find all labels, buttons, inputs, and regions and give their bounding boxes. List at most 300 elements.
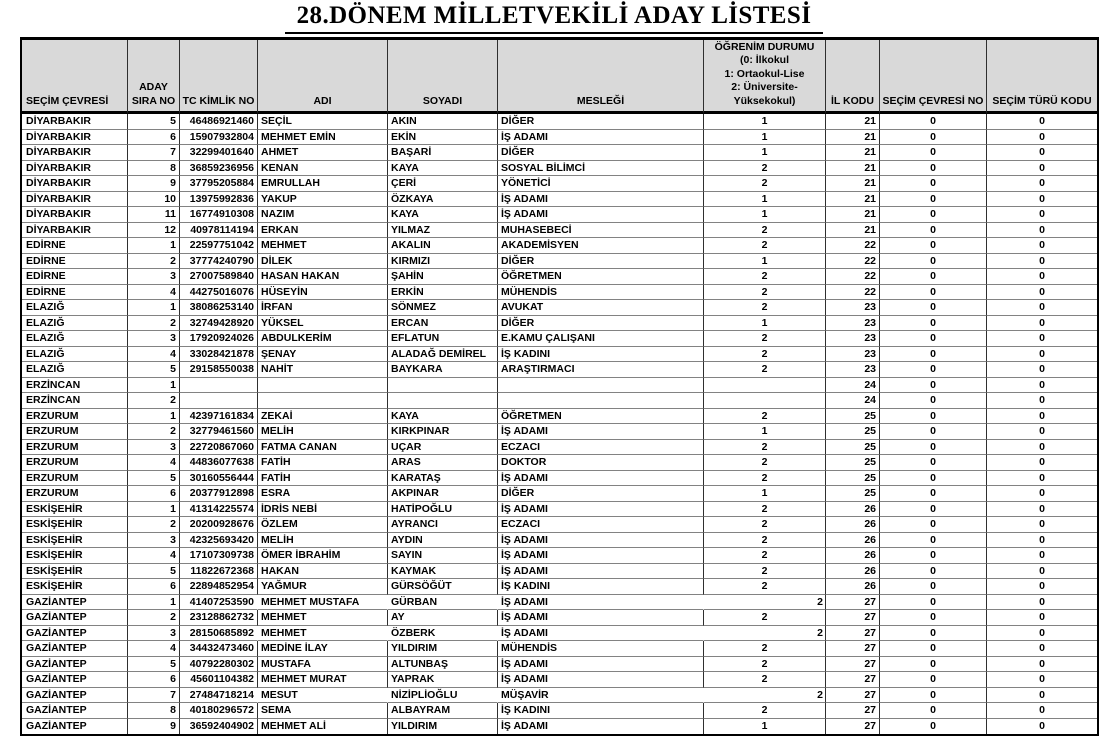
table-row — [22, 192, 1097, 208]
cell-secim-cevresi: GAZİANTEP — [22, 703, 128, 719]
cell-soyadi: BAŞARİ — [388, 145, 498, 161]
cell-ogrenim-durumu: 1 — [704, 719, 826, 734]
cell-il-kodu: 26 — [826, 579, 880, 595]
cell-adi: DİLEK — [258, 254, 388, 270]
cell-aday-sira-no: 4 — [128, 347, 180, 363]
table-row — [22, 455, 1097, 471]
cell-soyadi: ALBAYRAM — [388, 703, 498, 719]
cell-tc-kimlik-no: 40792280302 — [180, 657, 258, 673]
cell-ogrenim-durumu: 2 — [704, 579, 826, 595]
cell-secim-cevresi-no: 0 — [880, 533, 987, 549]
cell-soyadi: AY — [388, 610, 498, 626]
cell-soyadi: AKALIN — [388, 238, 498, 254]
cell-secim-cevresi-no: 0 — [880, 316, 987, 332]
cell-secim-turu-kodu: 0 — [987, 579, 1097, 595]
cell-secim-cevresi-no: 0 — [880, 595, 987, 611]
table-row — [22, 579, 1097, 595]
cell-tc-kimlik-no: 27484718214 — [180, 688, 258, 704]
cell-tc-kimlik-no: 41407253590 — [180, 595, 258, 611]
cell-adi — [258, 378, 388, 394]
cell-meslegi: İŞ ADAMI — [498, 533, 704, 549]
header-line: Yüksekokul) — [733, 94, 796, 107]
cell-secim-cevresi: ELAZIĞ — [22, 347, 128, 363]
cell-aday-sira-no: 4 — [128, 285, 180, 301]
cell-meslegi: İŞ KADINI — [498, 703, 704, 719]
cell-il-kodu: 26 — [826, 533, 880, 549]
cell-meslegi: DİĞER — [498, 145, 704, 161]
cell-tc-kimlik-no: 30160556444 — [180, 471, 258, 487]
cell-aday-sira-no: 2 — [128, 316, 180, 332]
cell-il-kodu: 27 — [826, 626, 880, 642]
cell-secim-cevresi-no: 0 — [880, 130, 987, 146]
cell-il-kodu: 27 — [826, 610, 880, 626]
cell-meslegi: İŞ ADAMI — [498, 564, 704, 580]
table-row — [22, 641, 1097, 657]
cell-secim-turu-kodu: 0 — [987, 533, 1097, 549]
cell-ogrenim-durumu: 1 — [704, 486, 826, 502]
cell-meslegi: İŞ ADAMI — [498, 424, 704, 440]
cell-tc-kimlik-no: 22597751042 — [180, 238, 258, 254]
cell-secim-cevresi: DİYARBAKIR — [22, 176, 128, 192]
table-row — [22, 440, 1097, 456]
cell-ogrenim-durumu: 2 — [704, 703, 826, 719]
candidate-table — [20, 37, 1099, 736]
cell-soyadi: AKPINAR — [388, 486, 498, 502]
cell-secim-turu-kodu: 0 — [987, 688, 1097, 704]
cell-aday-sira-no: 6 — [128, 672, 180, 688]
cell-soyadi: SAYIN — [388, 548, 498, 564]
cell-secim-cevresi: ESKİŞEHİR — [22, 564, 128, 580]
cell-il-kodu: 21 — [826, 176, 880, 192]
cell-aday-sira-no: 10 — [128, 192, 180, 208]
cell-secim-cevresi-no: 0 — [880, 440, 987, 456]
cell-il-kodu: 27 — [826, 703, 880, 719]
cell-meslegi: İŞ ADAMI — [498, 626, 704, 642]
cell-aday-sira-no: 1 — [128, 238, 180, 254]
cell-soyadi: ŞAHİN — [388, 269, 498, 285]
cell-il-kodu: 22 — [826, 238, 880, 254]
table-row — [22, 207, 1097, 223]
col-header-secim-turu-kodu: SEÇİM TÜRÜ KODU — [987, 40, 1097, 114]
cell-aday-sira-no: 4 — [128, 641, 180, 657]
cell-aday-sira-no: 2 — [128, 424, 180, 440]
cell-secim-turu-kodu: 0 — [987, 285, 1097, 301]
cell-meslegi: ÖĞRETMEN — [498, 269, 704, 285]
cell-il-kodu: 26 — [826, 502, 880, 518]
cell-meslegi: İŞ ADAMI — [498, 657, 704, 673]
table-row — [22, 533, 1097, 549]
cell-il-kodu: 23 — [826, 300, 880, 316]
cell-secim-cevresi-no: 0 — [880, 502, 987, 518]
cell-adi: YAKUP — [258, 192, 388, 208]
cell-soyadi: ÖZBERK — [388, 626, 498, 642]
cell-tc-kimlik-no: 32299401640 — [180, 145, 258, 161]
cell-secim-cevresi: DİYARBAKIR — [22, 192, 128, 208]
cell-aday-sira-no: 8 — [128, 703, 180, 719]
cell-secim-cevresi: ERZURUM — [22, 424, 128, 440]
table-row — [22, 316, 1097, 332]
cell-adi: MUSTAFA — [258, 657, 388, 673]
cell-secim-cevresi: GAZİANTEP — [22, 595, 128, 611]
cell-ogrenim-durumu — [704, 378, 826, 394]
cell-secim-turu-kodu: 0 — [987, 316, 1097, 332]
cell-secim-cevresi-no: 0 — [880, 657, 987, 673]
cell-tc-kimlik-no: 38086253140 — [180, 300, 258, 316]
cell-secim-turu-kodu: 0 — [987, 595, 1097, 611]
cell-il-kodu: 27 — [826, 641, 880, 657]
cell-secim-cevresi-no: 0 — [880, 486, 987, 502]
page-title: 28.DÖNEM MİLLETVEKİLİ ADAY LİSTESİ — [285, 0, 824, 34]
cell-secim-turu-kodu: 0 — [987, 269, 1097, 285]
cell-secim-turu-kodu: 0 — [987, 455, 1097, 471]
cell-aday-sira-no: 12 — [128, 223, 180, 239]
cell-secim-cevresi: ESKİŞEHİR — [22, 579, 128, 595]
cell-soyadi: ARAS — [388, 455, 498, 471]
cell-ogrenim-durumu: 2 — [704, 285, 826, 301]
cell-adi: KENAN — [258, 161, 388, 177]
cell-aday-sira-no: 3 — [128, 331, 180, 347]
cell-aday-sira-no: 1 — [128, 595, 180, 611]
cell-secim-cevresi: ESKİŞEHİR — [22, 533, 128, 549]
cell-adi: FATMA CANAN — [258, 440, 388, 456]
cell-secim-turu-kodu: 0 — [987, 486, 1097, 502]
cell-secim-cevresi: ERZİNCAN — [22, 378, 128, 394]
cell-il-kodu: 26 — [826, 564, 880, 580]
cell-secim-cevresi: GAZİANTEP — [22, 641, 128, 657]
table-row — [22, 424, 1097, 440]
cell-meslegi: İŞ ADAMI — [498, 207, 704, 223]
cell-soyadi: KARATAŞ — [388, 471, 498, 487]
table-row — [22, 223, 1097, 239]
cell-aday-sira-no: 1 — [128, 502, 180, 518]
cell-adi: İDRİS NEBİ — [258, 502, 388, 518]
cell-meslegi: DİĞER — [498, 114, 704, 130]
cell-secim-cevresi: ERZURUM — [22, 440, 128, 456]
cell-tc-kimlik-no: 36592404902 — [180, 719, 258, 734]
cell-aday-sira-no: 9 — [128, 719, 180, 734]
cell-meslegi: İŞ ADAMI — [498, 130, 704, 146]
cell-secim-turu-kodu: 0 — [987, 424, 1097, 440]
cell-ogrenim-durumu: 2 — [704, 548, 826, 564]
cell-aday-sira-no: 5 — [128, 471, 180, 487]
table-row — [22, 517, 1097, 533]
cell-secim-cevresi: GAZİANTEP — [22, 626, 128, 642]
cell-secim-cevresi-no: 0 — [880, 192, 987, 208]
cell-secim-cevresi-no: 0 — [880, 207, 987, 223]
cell-secim-cevresi-no: 0 — [880, 719, 987, 734]
cell-ogrenim-durumu: 2 — [704, 688, 826, 704]
cell-secim-cevresi-no: 0 — [880, 579, 987, 595]
cell-ogrenim-durumu: 2 — [704, 223, 826, 239]
table-body — [22, 114, 1097, 734]
header-line: 2: Üniversite- — [731, 81, 798, 93]
cell-soyadi: NİZİPLİOĞLU — [388, 688, 498, 704]
cell-meslegi: SOSYAL BİLİMCİ — [498, 161, 704, 177]
cell-soyadi: SÖNMEZ — [388, 300, 498, 316]
cell-ogrenim-durumu: 2 — [704, 657, 826, 673]
cell-tc-kimlik-no: 37795205884 — [180, 176, 258, 192]
cell-secim-cevresi: ERZURUM — [22, 455, 128, 471]
cell-aday-sira-no: 1 — [128, 378, 180, 394]
cell-soyadi: YAPRAK — [388, 672, 498, 688]
cell-secim-turu-kodu: 0 — [987, 331, 1097, 347]
table-row — [22, 362, 1097, 378]
cell-secim-cevresi-no: 0 — [880, 300, 987, 316]
cell-aday-sira-no: 8 — [128, 161, 180, 177]
cell-aday-sira-no: 1 — [128, 409, 180, 425]
table-row — [22, 269, 1097, 285]
cell-il-kodu: 22 — [826, 254, 880, 270]
cell-meslegi: MÜHENDİS — [498, 285, 704, 301]
col-header-adi: ADI — [258, 40, 388, 114]
cell-secim-cevresi-no: 0 — [880, 564, 987, 580]
cell-adi: YAĞMUR — [258, 579, 388, 595]
cell-secim-turu-kodu: 0 — [987, 238, 1097, 254]
cell-il-kodu: 25 — [826, 455, 880, 471]
cell-tc-kimlik-no: 23128862732 — [180, 610, 258, 626]
table-row — [22, 719, 1097, 734]
cell-soyadi: EFLATUN — [388, 331, 498, 347]
cell-secim-turu-kodu: 0 — [987, 347, 1097, 363]
cell-secim-turu-kodu: 0 — [987, 145, 1097, 161]
cell-il-kodu: 27 — [826, 595, 880, 611]
cell-secim-turu-kodu: 0 — [987, 657, 1097, 673]
cell-ogrenim-durumu: 2 — [704, 471, 826, 487]
cell-il-kodu: 24 — [826, 393, 880, 409]
table-row — [22, 610, 1097, 626]
cell-secim-cevresi-no: 0 — [880, 254, 987, 270]
cell-secim-cevresi-no: 0 — [880, 641, 987, 657]
cell-ogrenim-durumu: 1 — [704, 114, 826, 130]
cell-soyadi: KAYA — [388, 409, 498, 425]
cell-tc-kimlik-no: 41314225574 — [180, 502, 258, 518]
cell-tc-kimlik-no — [180, 393, 258, 409]
cell-aday-sira-no: 4 — [128, 455, 180, 471]
title-area — [0, 0, 1108, 34]
cell-soyadi: ALTUNBAŞ — [388, 657, 498, 673]
cell-il-kodu: 27 — [826, 719, 880, 734]
cell-secim-cevresi-no: 0 — [880, 517, 987, 533]
cell-aday-sira-no: 4 — [128, 548, 180, 564]
cell-tc-kimlik-no: 27007589840 — [180, 269, 258, 285]
cell-secim-turu-kodu: 0 — [987, 378, 1097, 394]
cell-adi: MEHMET MURAT — [258, 672, 388, 688]
cell-soyadi: ÖZKAYA — [388, 192, 498, 208]
cell-adi: ABDULKERİM — [258, 331, 388, 347]
cell-meslegi: İŞ KADINI — [498, 579, 704, 595]
table-row — [22, 409, 1097, 425]
cell-meslegi: DİĞER — [498, 486, 704, 502]
cell-secim-turu-kodu: 0 — [987, 440, 1097, 456]
cell-adi: NAHİT — [258, 362, 388, 378]
cell-tc-kimlik-no: 11822672368 — [180, 564, 258, 580]
cell-adi: FATİH — [258, 455, 388, 471]
table-row — [22, 393, 1097, 409]
cell-meslegi: MÜŞAVİR — [498, 688, 704, 704]
table-row — [22, 486, 1097, 502]
cell-secim-turu-kodu: 0 — [987, 719, 1097, 734]
cell-secim-cevresi-no: 0 — [880, 393, 987, 409]
cell-meslegi: MUHASEBECİ — [498, 223, 704, 239]
cell-secim-cevresi: EDİRNE — [22, 238, 128, 254]
cell-secim-cevresi: GAZİANTEP — [22, 719, 128, 734]
cell-tc-kimlik-no — [180, 378, 258, 394]
cell-soyadi: AKIN — [388, 114, 498, 130]
cell-secim-cevresi: DİYARBAKIR — [22, 161, 128, 177]
cell-secim-turu-kodu: 0 — [987, 626, 1097, 642]
cell-tc-kimlik-no: 42397161834 — [180, 409, 258, 425]
cell-soyadi: ÇERİ — [388, 176, 498, 192]
cell-adi: HÜSEYİN — [258, 285, 388, 301]
cell-soyadi: AYDIN — [388, 533, 498, 549]
cell-meslegi: İŞ ADAMI — [498, 672, 704, 688]
table-row — [22, 688, 1097, 704]
cell-secim-cevresi-no: 0 — [880, 409, 987, 425]
cell-adi: ERKAN — [258, 223, 388, 239]
cell-il-kodu: 25 — [826, 440, 880, 456]
cell-soyadi: KIRKPINAR — [388, 424, 498, 440]
cell-meslegi: AVUKAT — [498, 300, 704, 316]
table-row — [22, 238, 1097, 254]
cell-secim-turu-kodu: 0 — [987, 393, 1097, 409]
cell-secim-cevresi-no: 0 — [880, 145, 987, 161]
cell-meslegi: DİĞER — [498, 316, 704, 332]
cell-secim-turu-kodu: 0 — [987, 254, 1097, 270]
cell-tc-kimlik-no: 22720867060 — [180, 440, 258, 456]
cell-ogrenim-durumu — [704, 393, 826, 409]
cell-ogrenim-durumu: 2 — [704, 269, 826, 285]
cell-il-kodu: 26 — [826, 517, 880, 533]
cell-secim-cevresi-no: 0 — [880, 269, 987, 285]
cell-meslegi: İŞ ADAMI — [498, 719, 704, 734]
cell-secim-turu-kodu: 0 — [987, 517, 1097, 533]
table-row — [22, 300, 1097, 316]
cell-soyadi: KIRMIZI — [388, 254, 498, 270]
cell-il-kodu: 21 — [826, 145, 880, 161]
cell-adi: MEHMET EMİN — [258, 130, 388, 146]
table-row — [22, 672, 1097, 688]
cell-secim-cevresi: GAZİANTEP — [22, 657, 128, 673]
cell-secim-cevresi: EDİRNE — [22, 269, 128, 285]
col-header-soyadi: SOYADI — [388, 40, 498, 114]
cell-adi: ÖMER İBRAHİM — [258, 548, 388, 564]
table-row — [22, 548, 1097, 564]
cell-tc-kimlik-no: 28150685892 — [180, 626, 258, 642]
cell-secim-cevresi: ESKİŞEHİR — [22, 502, 128, 518]
cell-secim-cevresi: ELAZIĞ — [22, 300, 128, 316]
cell-meslegi: İŞ ADAMI — [498, 502, 704, 518]
cell-tc-kimlik-no: 20200928676 — [180, 517, 258, 533]
cell-ogrenim-durumu: 2 — [704, 626, 826, 642]
cell-soyadi: KAYA — [388, 207, 498, 223]
cell-il-kodu: 21 — [826, 207, 880, 223]
cell-tc-kimlik-no: 16774910308 — [180, 207, 258, 223]
cell-secim-cevresi: ESKİŞEHİR — [22, 517, 128, 533]
cell-secim-cevresi-no: 0 — [880, 455, 987, 471]
table-row — [22, 626, 1097, 642]
cell-aday-sira-no: 2 — [128, 610, 180, 626]
cell-soyadi: UÇAR — [388, 440, 498, 456]
cell-ogrenim-durumu: 2 — [704, 502, 826, 518]
cell-aday-sira-no: 6 — [128, 486, 180, 502]
cell-soyadi: ERKİN — [388, 285, 498, 301]
cell-tc-kimlik-no: 32749428920 — [180, 316, 258, 332]
cell-secim-cevresi: ERZURUM — [22, 409, 128, 425]
cell-soyadi: GÜRSÖĞÜT — [388, 579, 498, 595]
cell-soyadi: ERCAN — [388, 316, 498, 332]
cell-ogrenim-durumu: 1 — [704, 192, 826, 208]
cell-adi: İRFAN — [258, 300, 388, 316]
cell-ogrenim-durumu: 2 — [704, 595, 826, 611]
cell-il-kodu: 25 — [826, 424, 880, 440]
col-header-secim-cevresi: SEÇİM ÇEVRESİ — [22, 40, 128, 114]
cell-secim-cevresi-no: 0 — [880, 424, 987, 440]
cell-meslegi: MÜHENDİS — [498, 641, 704, 657]
cell-ogrenim-durumu: 2 — [704, 362, 826, 378]
cell-ogrenim-durumu: 2 — [704, 331, 826, 347]
cell-secim-turu-kodu: 0 — [987, 362, 1097, 378]
cell-secim-turu-kodu: 0 — [987, 161, 1097, 177]
cell-aday-sira-no: 3 — [128, 269, 180, 285]
cell-il-kodu: 27 — [826, 672, 880, 688]
cell-secim-cevresi: DİYARBAKIR — [22, 223, 128, 239]
cell-il-kodu: 27 — [826, 657, 880, 673]
cell-secim-cevresi-no: 0 — [880, 378, 987, 394]
cell-secim-cevresi: EDİRNE — [22, 254, 128, 270]
cell-meslegi: ÖĞRETMEN — [498, 409, 704, 425]
cell-secim-cevresi-no: 0 — [880, 548, 987, 564]
cell-meslegi — [498, 378, 704, 394]
cell-meslegi: ARAŞTIRMACI — [498, 362, 704, 378]
table-row — [22, 595, 1097, 611]
cell-adi: SEÇİL — [258, 114, 388, 130]
cell-secim-cevresi: DİYARBAKIR — [22, 145, 128, 161]
cell-tc-kimlik-no: 44836077638 — [180, 455, 258, 471]
table-row — [22, 285, 1097, 301]
cell-secim-turu-kodu: 0 — [987, 114, 1097, 130]
cell-adi: HASAN HAKAN — [258, 269, 388, 285]
table-row — [22, 114, 1097, 130]
cell-secim-cevresi-no: 0 — [880, 688, 987, 704]
cell-aday-sira-no: 11 — [128, 207, 180, 223]
cell-secim-cevresi: DİYARBAKIR — [22, 130, 128, 146]
cell-soyadi: YILDIRIM — [388, 719, 498, 734]
col-header-tc-kimlik-no: TC KİMLİK NO — [180, 40, 258, 114]
cell-secim-cevresi: GAZİANTEP — [22, 688, 128, 704]
cell-tc-kimlik-no: 40978114194 — [180, 223, 258, 239]
cell-il-kodu: 23 — [826, 362, 880, 378]
cell-meslegi: ECZACI — [498, 440, 704, 456]
cell-secim-cevresi-no: 0 — [880, 672, 987, 688]
cell-secim-turu-kodu: 0 — [987, 703, 1097, 719]
cell-aday-sira-no: 1 — [128, 300, 180, 316]
cell-secim-turu-kodu: 0 — [987, 610, 1097, 626]
cell-ogrenim-durumu: 2 — [704, 409, 826, 425]
cell-secim-cevresi: ERZURUM — [22, 471, 128, 487]
cell-secim-cevresi-no: 0 — [880, 223, 987, 239]
cell-soyadi — [388, 393, 498, 409]
cell-secim-cevresi: DİYARBAKIR — [22, 207, 128, 223]
cell-secim-cevresi: ERZİNCAN — [22, 393, 128, 409]
cell-meslegi: İŞ ADAMI — [498, 192, 704, 208]
cell-secim-cevresi: GAZİANTEP — [22, 610, 128, 626]
table-row — [22, 145, 1097, 161]
cell-il-kodu: 23 — [826, 316, 880, 332]
cell-secim-cevresi: ERZURUM — [22, 486, 128, 502]
cell-tc-kimlik-no: 46486921460 — [180, 114, 258, 130]
cell-ogrenim-durumu: 2 — [704, 564, 826, 580]
col-header-meslegi: MESLEĞİ — [498, 40, 704, 114]
